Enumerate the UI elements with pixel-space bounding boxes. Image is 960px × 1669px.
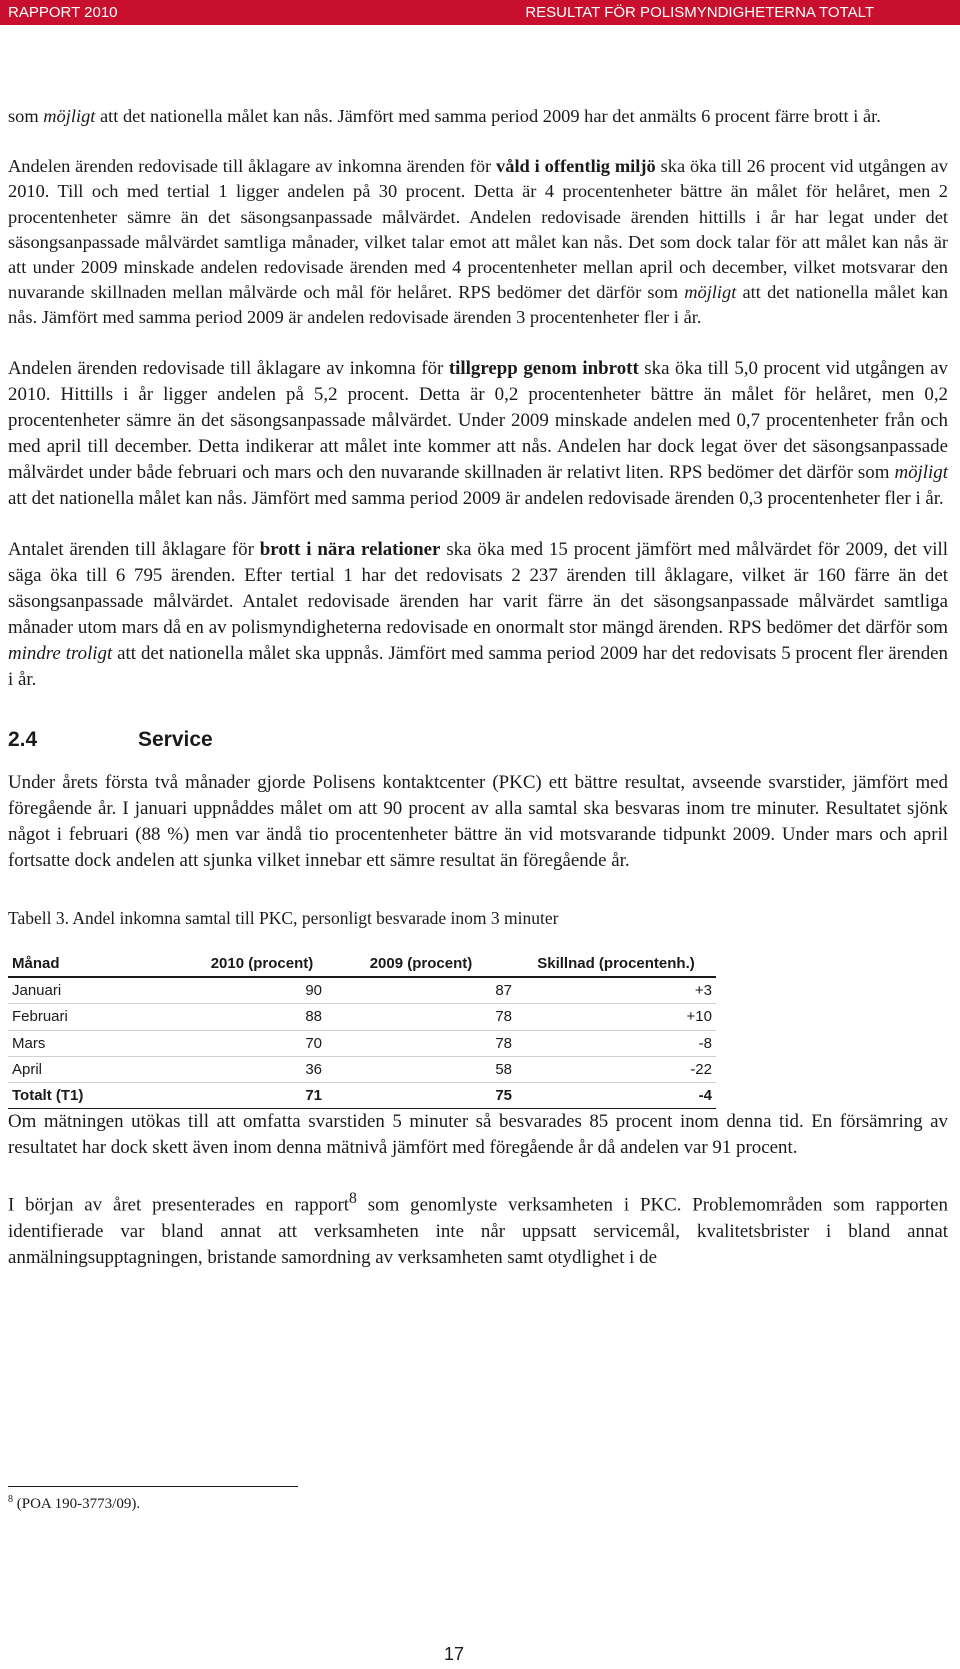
- table-cell: 58: [326, 1056, 516, 1082]
- header-report-title: RAPPORT 2010: [8, 4, 118, 21]
- paragraph-relations-text-c: ska öka med 15 procent jämfört med målvärdet för 2009, det vill säga öka till 6 795 ärenden. Efter tertial 1 har det redovisats 2 237 ärenden till åklagare, vilket är 160 färre än det säsongsanpassade målvärdet. Antalet redovisade ärenden har varit färre än det säsongsanpassade målvärdet samtliga månader utom mars då en av polismyndigheterna redovisade en onormalt stor mängd ärenden. RPS bedömer det därför som: [8, 538, 949, 638]
- paragraph-violence-bold: våld i offentlig miljö: [496, 156, 656, 177]
- table-cell: Mars: [8, 1030, 198, 1056]
- table-header-month: Månad: [8, 951, 198, 977]
- paragraph-burglary: [8, 356, 948, 512]
- page-header: [0, 0, 960, 25]
- table-cell: Januari: [8, 977, 198, 1004]
- table-header-2009: 2009 (procent): [326, 951, 516, 977]
- table-total-cell: Totalt (T1): [8, 1083, 198, 1109]
- footnote: [8, 1494, 140, 1513]
- table-cell: 36: [198, 1056, 326, 1082]
- paragraph-report: [8, 1186, 948, 1270]
- paragraph-1: [8, 104, 948, 129]
- paragraph-burglary-text-c: ska öka till 5,0 procent vid utgången av 2010. Hittills i år ligger andelen på 5,2 procent. Detta är 0,2 procentenheter bättre än målet för helåret, men 0,2 procentenheter sämre än det säsongsanpassade målvärdet. Under 2009 minskade andelen med 0,7 procentenheter från och med april till december. Detta indikerar att målet inte kommer att nås. Andelen har dock legat över det säsongsanpassade målvärdet under både februari och mars och den nuvarande skillnaden är relativt liten. RPS bedömer det därför som: [8, 357, 948, 483]
- paragraph-relations-text-a: Antalet ärenden till åklagare för: [8, 538, 260, 560]
- table-total-cell: 75: [326, 1083, 516, 1109]
- footnote-mark: 8: [8, 1494, 13, 1505]
- section-title: Service: [138, 727, 213, 751]
- section-heading: [8, 727, 948, 752]
- table-row: [8, 977, 716, 1004]
- paragraph-violence-text-a: Andelen ärenden redovisade till åklagare av inkomna ärenden för: [8, 156, 497, 177]
- table-cell: 87: [326, 977, 516, 1004]
- paragraph-report-text-b: som genomlyste verksamheten i PKC. Problemområden som rapporten identifierade var bland annat att verksamheten inte når uppsatt servicemål, kvalitetsbrister i bland annat anmälningsupptagningen, bristande samordning av verksamheten samt otydlighet i de: [8, 1194, 948, 1268]
- paragraph-relations-italic: mindre troligt: [8, 642, 113, 664]
- paragraph-burglary-bold: tillgrepp genom inbrott: [448, 357, 639, 379]
- paragraph-relations-bold: brott i nära relationer: [259, 538, 441, 560]
- footnote-divider: [8, 1486, 298, 1487]
- table-cell: 70: [198, 1030, 326, 1056]
- table-header-row: [8, 951, 716, 977]
- page-content: [8, 104, 948, 1296]
- paragraph-burglary-italic: möjligt: [894, 461, 948, 483]
- table-row: [8, 1004, 716, 1030]
- paragraph-violence-text-c: ska öka till 26 procent vid utgången av 2010. Till och med tertial 1 ligger andelen på 30 procent. Detta är 4 procentenheter bättre än målet för helåret, men 2 procentenheter sämre än det säsongsanpassade målvärdet. Andelen redovisade ärenden hittills i år har legat under det säsongsanpassade målvärdet samtliga månader, vilket talar emot att målet kan nås. Det som dock talar för att målet kan nås är att under 2009 minskade andelen redovisade ärenden med 4 procentenheter mellan april och december, vilket motsvarar den nuvarande skillnaden mellan målvärde och mål för helåret. RPS bedömer det därför som: [8, 156, 948, 303]
- paragraph-1-text-c: att det nationella målet kan nås. Jämfört med samma period 2009 har det anmälts 6 procent färre brott i år.: [95, 106, 881, 126]
- table-cell: 78: [326, 1004, 516, 1030]
- paragraph-1-text-a: som: [8, 106, 44, 126]
- footnote-text: (POA 190-3773/09).: [13, 1496, 141, 1512]
- table-row: [8, 1056, 716, 1082]
- pkc-table: [8, 951, 716, 1109]
- section-number: 2.4: [8, 727, 38, 751]
- table-total-cell: 71: [198, 1083, 326, 1109]
- paragraph-five-minutes: Om mätningen utökas till att omfatta svarstiden 5 minuter så besvarades 85 procent inom denna tid. En försämring av resultatet har dock skett även inom denna mätnivå jämfört med föregående år då andelen var 91 procent.: [8, 1111, 948, 1159]
- paragraph-violence-text-e: att det nationella målet kan nås. Jämfört med samma period 2009 är andelen redovisade ärenden 3 procentenheter fler i år.: [8, 282, 948, 328]
- table-cell: -22: [516, 1056, 716, 1082]
- table-cell: 90: [198, 977, 326, 1004]
- paragraph-relations: [8, 537, 948, 693]
- header-section-title: RESULTAT FÖR POLISMYNDIGHETERNA TOTALT: [525, 4, 874, 21]
- table-header-difference: Skillnad (procentenh.): [516, 951, 716, 977]
- paragraph-1-italic: möjligt: [43, 106, 96, 126]
- table-cell: 78: [326, 1030, 516, 1056]
- page-number: 17: [444, 1644, 465, 1664]
- table-cell: April: [8, 1056, 198, 1082]
- table-cell: +3: [516, 977, 716, 1004]
- footnote-reference: 8: [349, 1190, 357, 1208]
- paragraph-report-text-a: I början av året presenterades en rapport: [8, 1194, 350, 1216]
- paragraph-violence-italic: möjligt: [684, 282, 737, 303]
- table-total-row: [8, 1083, 716, 1109]
- table-cell: Februari: [8, 1004, 198, 1030]
- paragraph-burglary-text-e: att det nationella målet kan nås. Jämfört med samma period 2009 är andelen redovisade ärenden 0,3 procentenheter fler i år.: [8, 487, 944, 509]
- table-cell: -8: [516, 1030, 716, 1056]
- paragraph-service: Under årets första två månader gjorde Polisens kontaktcenter (PKC) ett bättre resultat, avseende svarstider, jämfört med föregående år. I januari uppnåddes målet om att 90 procent av alla samtal ska besvaras inom tre minuter. Resultatet sjönk något i februari (88 %) men var ändå tio procentenheter bättre än vid motsvarande tidpunkt 2009. Under mars och april fortsatte dock andelen att sjunka vilket innebar ett sämre resultat än föregående år.: [8, 771, 948, 871]
- table-caption: Tabell 3. Andel inkomna samtal till PKC, personligt besvarade inom 3 minuter: [8, 907, 559, 928]
- paragraph-relations-text-e: att det nationella målet ska uppnås. Jämfört med samma period 2009 har det redovisats 5 procent fler ärenden i år.: [8, 642, 948, 690]
- table-total-cell: -4: [516, 1083, 716, 1109]
- table-row: [8, 1030, 716, 1056]
- table-header-2010: 2010 (procent): [198, 951, 326, 977]
- paragraph-burglary-text-a: Andelen ärenden redovisade till åklagare av inkomna för: [8, 357, 449, 379]
- table-cell: +10: [516, 1004, 716, 1030]
- paragraph-violence: [8, 154, 948, 330]
- table-cell: 88: [198, 1004, 326, 1030]
